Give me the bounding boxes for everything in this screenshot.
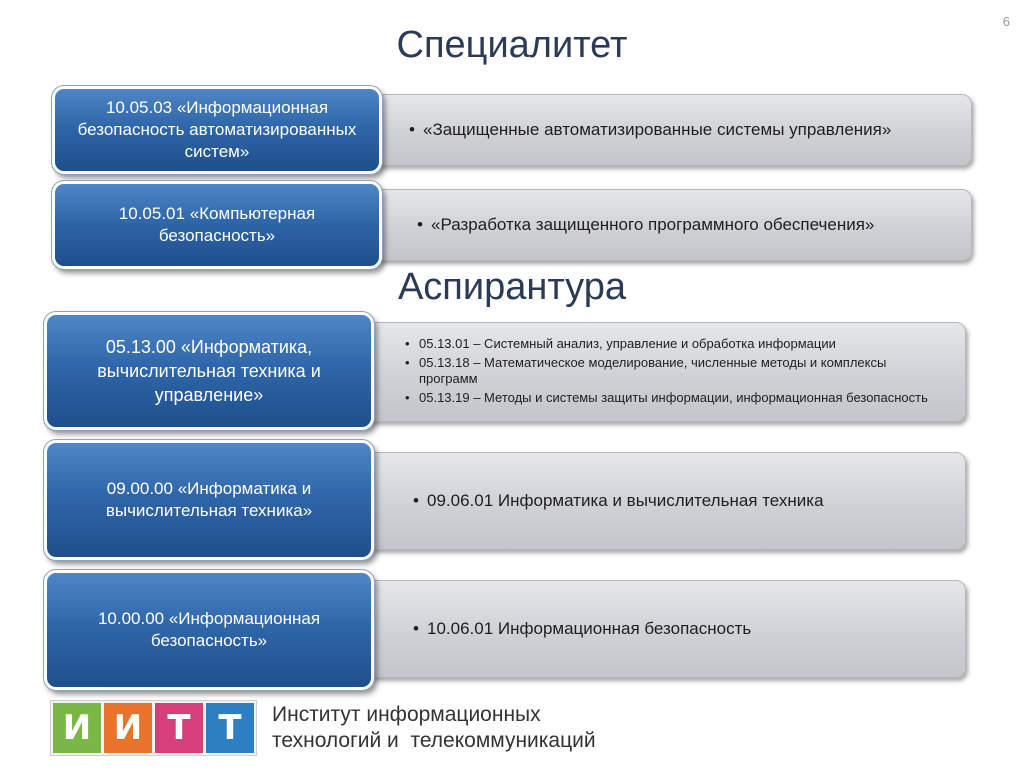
postgrad-section-title: Аспирантура [397,266,627,308]
logo-letter: Т [206,703,254,753]
specialization-list-3 [405,336,945,409]
program-code-label: 09.00.00 «Информатика и вычислительная техника» [105,479,313,520]
program-box-10-05-03 [52,86,382,174]
slide-number: 6 [1002,14,1010,29]
institute-name-line: технологий и телекоммуникаций [272,729,596,752]
iitt-logo [50,700,257,756]
specialization-box-1 [356,94,972,166]
specialization-item: • 05.13.01 – Системный анализ, управление и обработка информации [405,336,945,352]
specialization-box-2 [356,189,972,261]
program-code-label: 05.13.00 «Информатика, вычислительная техника и управление» [97,337,321,405]
program-code-label: 10.05.03 «Информационная безопасность автоматизированных систем» [77,98,357,161]
program-box-10-00-00 [44,570,374,690]
specialization-item: • 05.13.18 – Математическое моделирование, численные методы и комплексы программ [405,355,945,387]
institute-name-line: Институт информационных [272,703,541,726]
program-box-09-00-00 [44,440,374,560]
specialization-item: • «Защищенные автоматизированные системы управления» [409,118,951,142]
logo-letter: И [104,703,152,753]
program-code-label: 10.05.01 «Компьютерная безопасность» [118,204,316,245]
specialization-list-1 [409,118,951,142]
program-code-label: 10.00.00 «Информационная безопасность» [97,609,321,650]
specialization-list-2 [417,213,951,237]
specialization-item: • 09.06.01 Информатика и вычислительная техника [413,489,945,513]
specialization-list-5 [413,617,945,641]
specialist-section-title: Специалитет [396,24,628,66]
institute-name [272,702,596,754]
specialization-item: • «Разработка защищенного программного обеспечения» [417,213,951,237]
specialization-list-4 [413,489,945,513]
specialization-item: • 10.06.01 Информационная безопасность [413,617,945,641]
logo-letter: Т [155,703,203,753]
logo-letter: И [53,703,101,753]
program-box-10-05-01 [52,181,382,269]
specialization-box-3 [352,322,966,422]
specialization-item: • 05.13.19 – Методы и системы защиты информации, информационная безопасность [405,390,945,406]
program-box-05-13-00 [44,312,374,430]
specialization-box-5 [352,580,966,678]
specialization-box-4 [352,452,966,550]
